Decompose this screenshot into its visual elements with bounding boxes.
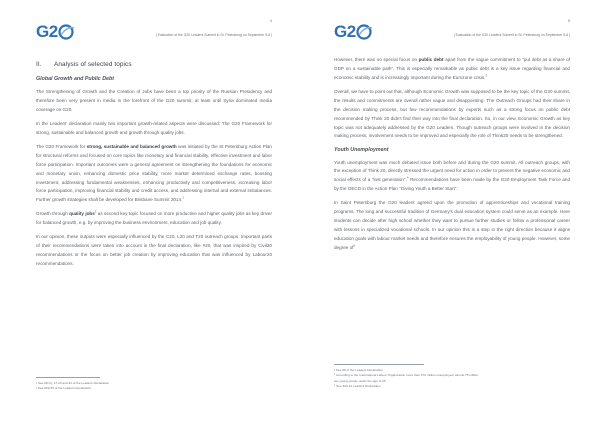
bold-text: quality jobs xyxy=(69,211,95,217)
footnote-ref[interactable]: 3 xyxy=(485,73,488,78)
paragraph: Overall, we have to point out that, although Economic Growth was supposed to be the key topic of the G20 summit, the results and commitments are overall rather vague and disappointing. The Outreach Groups had their share in the decision making process, but few recommendations by experts such as a strong focus on public debt recommended by Think 20 didn't find their way into the final declaration. So, in our view, Economic Growth as key topic was not adequately addressed by the G20 Leaders. Though outreach groups were involved in the decision making process, involvement needs to be improved and especially the role of Think20 needs to be strengthened. xyxy=(334,88,570,139)
bold-text: strong, sustainable and balanced growth xyxy=(86,143,177,149)
text: Growth through xyxy=(36,211,70,217)
paragraph xyxy=(334,159,570,195)
text: as second key topic focused on more productive and higher quality jobs as key driver for balanced growth, e.g. by improving the business environment, education and job quality. xyxy=(36,211,272,226)
text: In Saint Petersburg the G20 leaders agreed upon the promotion of apprenticeships and vocational training programs. The long and successful tradition of Germany's dual education system could serve as an example. Here students can decide after high school whether they want to pursue further studies or follow a professional career with lessons in specialized vocational schools. In our opinion this is a step in the right direction because it aligns education goals with labour market needs and therefore ensures the employability of young people. However, some degree of xyxy=(334,200,570,250)
g20-logo-text-g: G2 xyxy=(36,22,58,41)
text: The G20 Framework for xyxy=(36,143,87,149)
text: Youth unemployment was much debated issue both before and during the G20 summit. All outreach groups, with the exception of Think 20, directly stressed the urgent need for action in order to prevent the negative economic and social effects of a "lost generation". xyxy=(334,159,570,183)
g20-swirl-icon xyxy=(356,24,374,40)
paragraph xyxy=(36,143,272,205)
g20-logo-text-g: G2 xyxy=(334,22,356,41)
footnotes xyxy=(36,377,110,392)
g20-logo xyxy=(36,22,76,42)
footnote: ² See #29-35 of the Leaders Declaration xyxy=(36,386,92,391)
paragraph xyxy=(334,199,570,252)
paragraph: The Strengthening of Growth and the Creation of Jobs have been a top priority of the Russian Presidency and therefore been very present in media in the forefront of the G20 summit, at least until Syria dominated media coverage on G20. xyxy=(36,89,272,112)
text: apart from the vague commitment to "put debt as a share of GDP on a sustainable path". This is especially remarkable as public debt is a key issue regarding financial and economic stability and is increasingly important during the Eurozone crisis. xyxy=(334,57,570,80)
g20-swirl-icon xyxy=(58,24,76,40)
text: Recommendations have been made by the G20 Employment Task Force and by the OECD in the Action Plan "Giving Youth a Better Start". xyxy=(334,177,571,192)
left-page-content xyxy=(36,58,272,274)
running-head: [ Evaluation of the G20 Leaders Summit in St. Petersburg on September 5-6 ] xyxy=(453,33,570,37)
right-page xyxy=(300,0,600,424)
footnote-ref[interactable]: 2 xyxy=(94,209,97,214)
footnote-ref[interactable]: 4 xyxy=(406,175,409,180)
g20-logo xyxy=(334,22,374,42)
text: However, there was no special focus on xyxy=(334,57,419,62)
footnote-ref[interactable]: 1 xyxy=(182,195,184,200)
paragraph xyxy=(36,210,272,228)
right-page-content xyxy=(334,56,570,258)
page-number: 5 xyxy=(567,18,570,23)
footnote: are young people under the age of 25 xyxy=(334,378,386,383)
footnotes xyxy=(334,364,479,390)
page-number: 4 xyxy=(269,18,272,23)
section-number: II. xyxy=(36,61,42,68)
paragraph: In our opinion, these outputs were especially influenced by the C20, L20 and T20 outreach groups. Important parts of their recommendations were taken into account in the final declaration, like #20, that was inspired by Civil20 recommendations or the focus on better job creation by improving education that was influenced by Labour20 recommendations. xyxy=(36,234,272,267)
bold-text: public debt xyxy=(418,57,444,62)
paragraph xyxy=(334,56,570,83)
footnote: ³ See #9 of the Leaders Declaration xyxy=(334,368,383,372)
footnote: ⁵ See #29-41 Leaders Declaration xyxy=(334,384,381,389)
subheading-global-growth: Global Growth and Public Debt xyxy=(36,76,114,82)
running-head: [ Evaluation of the G20 Leaders Summit in St. Petersburg on September 5-6 ] xyxy=(155,33,272,37)
footnote: ¹ See #8 (ii), 17-20 and 22 of the Leaders Declaration xyxy=(36,381,110,385)
section-heading xyxy=(36,61,272,68)
section-title: Analysis of selected topics xyxy=(54,61,132,68)
subheading-youth-unemployment: Youth Unemployment xyxy=(334,146,389,153)
footnote: ⁴ According to the International Labour Organization more than 470 million unemployed, almost 75 million xyxy=(334,373,479,378)
text: was initiated by the St Petersburg Action Plan for structural reforms and focused on core topics like monetary and financial stability, effective investment and labor force participation. Important outcomes were a general agreement on strengthening the foundations for economic and monetary union, enhancing domestic price stability, more market determined exchange rates, boosting investment, addressing fundamental weaknesses, enhancing productivity and competitiveness, increasing labor force participation, improving financial stability and credit access, and addressing internal and external imbalances. Further growth strategies shall be developed for Brisbane Summit 2014. xyxy=(36,143,272,203)
footnote-ref[interactable]: 5 xyxy=(353,243,356,248)
paragraph: In the Leaders' declaration mainly two important growth-related aspects were discussed: The G20 Framework for strong, sustainable and balanced growth and growth through quality jobs. xyxy=(36,120,272,135)
